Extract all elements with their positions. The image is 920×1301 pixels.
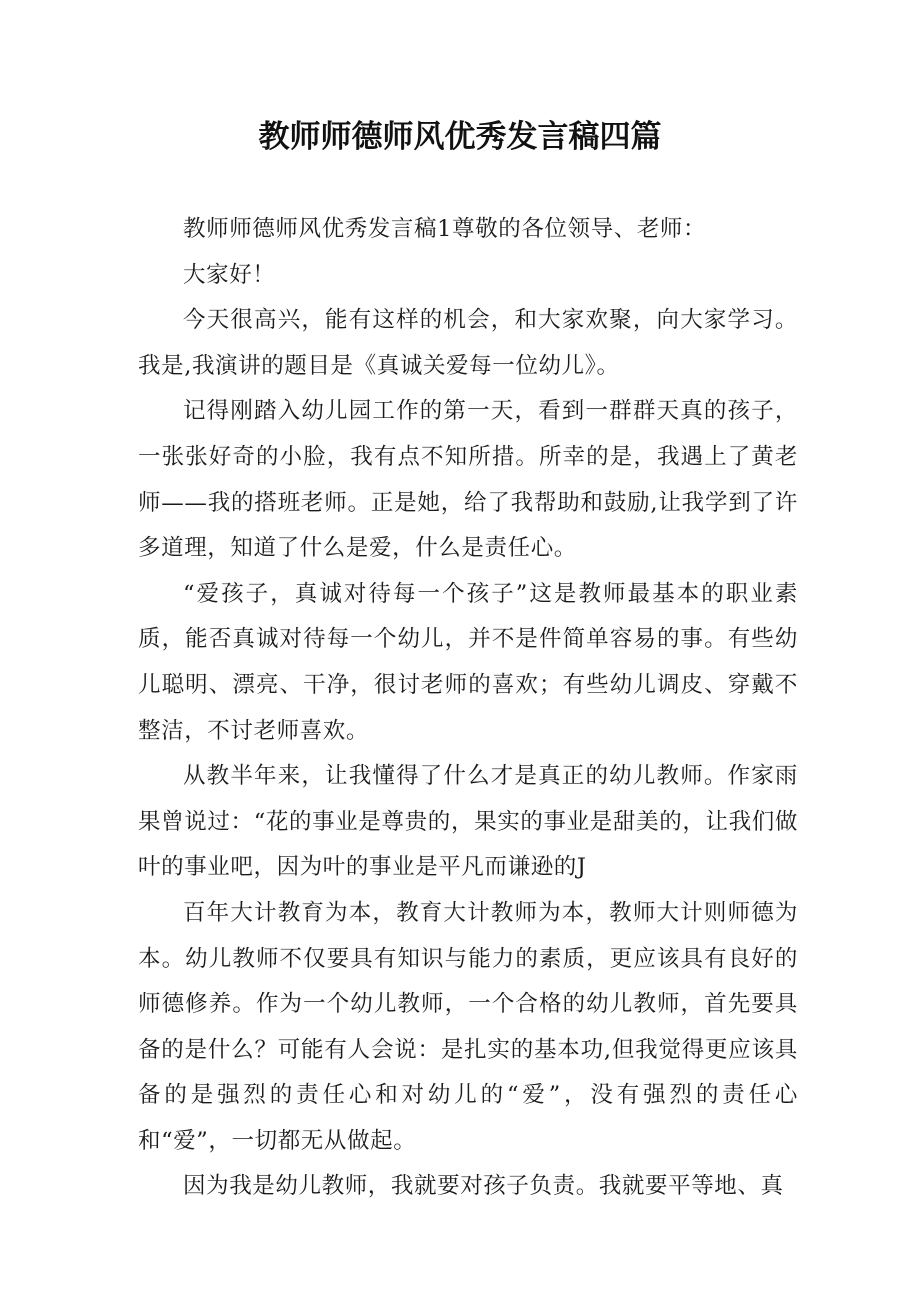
paragraph-hello: 大家好！ [183,261,276,288]
paragraph-half-year: 从教半年来，让我懂得了什么才是真正的幼儿教师。作家雨果曾说过：“花的事业是尊贵的，果实的事业是甜美的，让我们做叶的事业吧，因为叶的事业是平凡而谦逊的J [138,763,798,881]
document-body [138,207,798,1210]
paragraph-greeting-heading: 教师师德师风优秀发言稿1尊敬的各位领导、老师： [183,216,707,242]
paragraph-introduction: 今天很高兴，能有这样的机会，和大家欢聚，向大家学习。我是,我演讲的题目是《真诚关爱每一位幼儿》。 [138,307,798,379]
paragraph-love-children: “爱孩子，真诚对待每一个孩子”这是教师最基本的职业素质，能否真诚对待每一个幼儿，并不是件简单容易的事。有些幼儿聪明、漂亮、干净，很讨老师的喜欢；有些幼儿调皮、穿戴不整洁，不讨老师喜欢。 [138,580,798,744]
document-title: 教师师德师风优秀发言稿四篇 [258,119,662,155]
paragraph-teacher-ethics: 百年大计教育为本，教育大计教师为本，教师大计则师德为本。幼儿教师不仅要具有知识与能力的素质，更应该具有良好的师德修养。作为一个幼儿教师，一个合格的幼儿教师，首先要具备的是什么？可能有人会说：是扎实的基本功,但我觉得更应该具备的是强烈的责任心和对幼儿的“爱”，没有强烈的责任心和“爱”，一切都无从做起。 [138,899,798,1154]
paragraph-responsibility: 因为我是幼儿教师，我就要对孩子负责。我就要平等地、真 [183,1173,784,1200]
paragraph-first-day: 记得刚踏入幼儿园工作的第一天，看到一群群天真的孩子，一张张好奇的小脸，我有点不知所措。所幸的是，我遇上了黄老师——我的搭班老师。正是她，给了我帮助和鼓励,让我学到了许多道理，知道了什么是爱，什么是责任心。 [138,398,798,562]
